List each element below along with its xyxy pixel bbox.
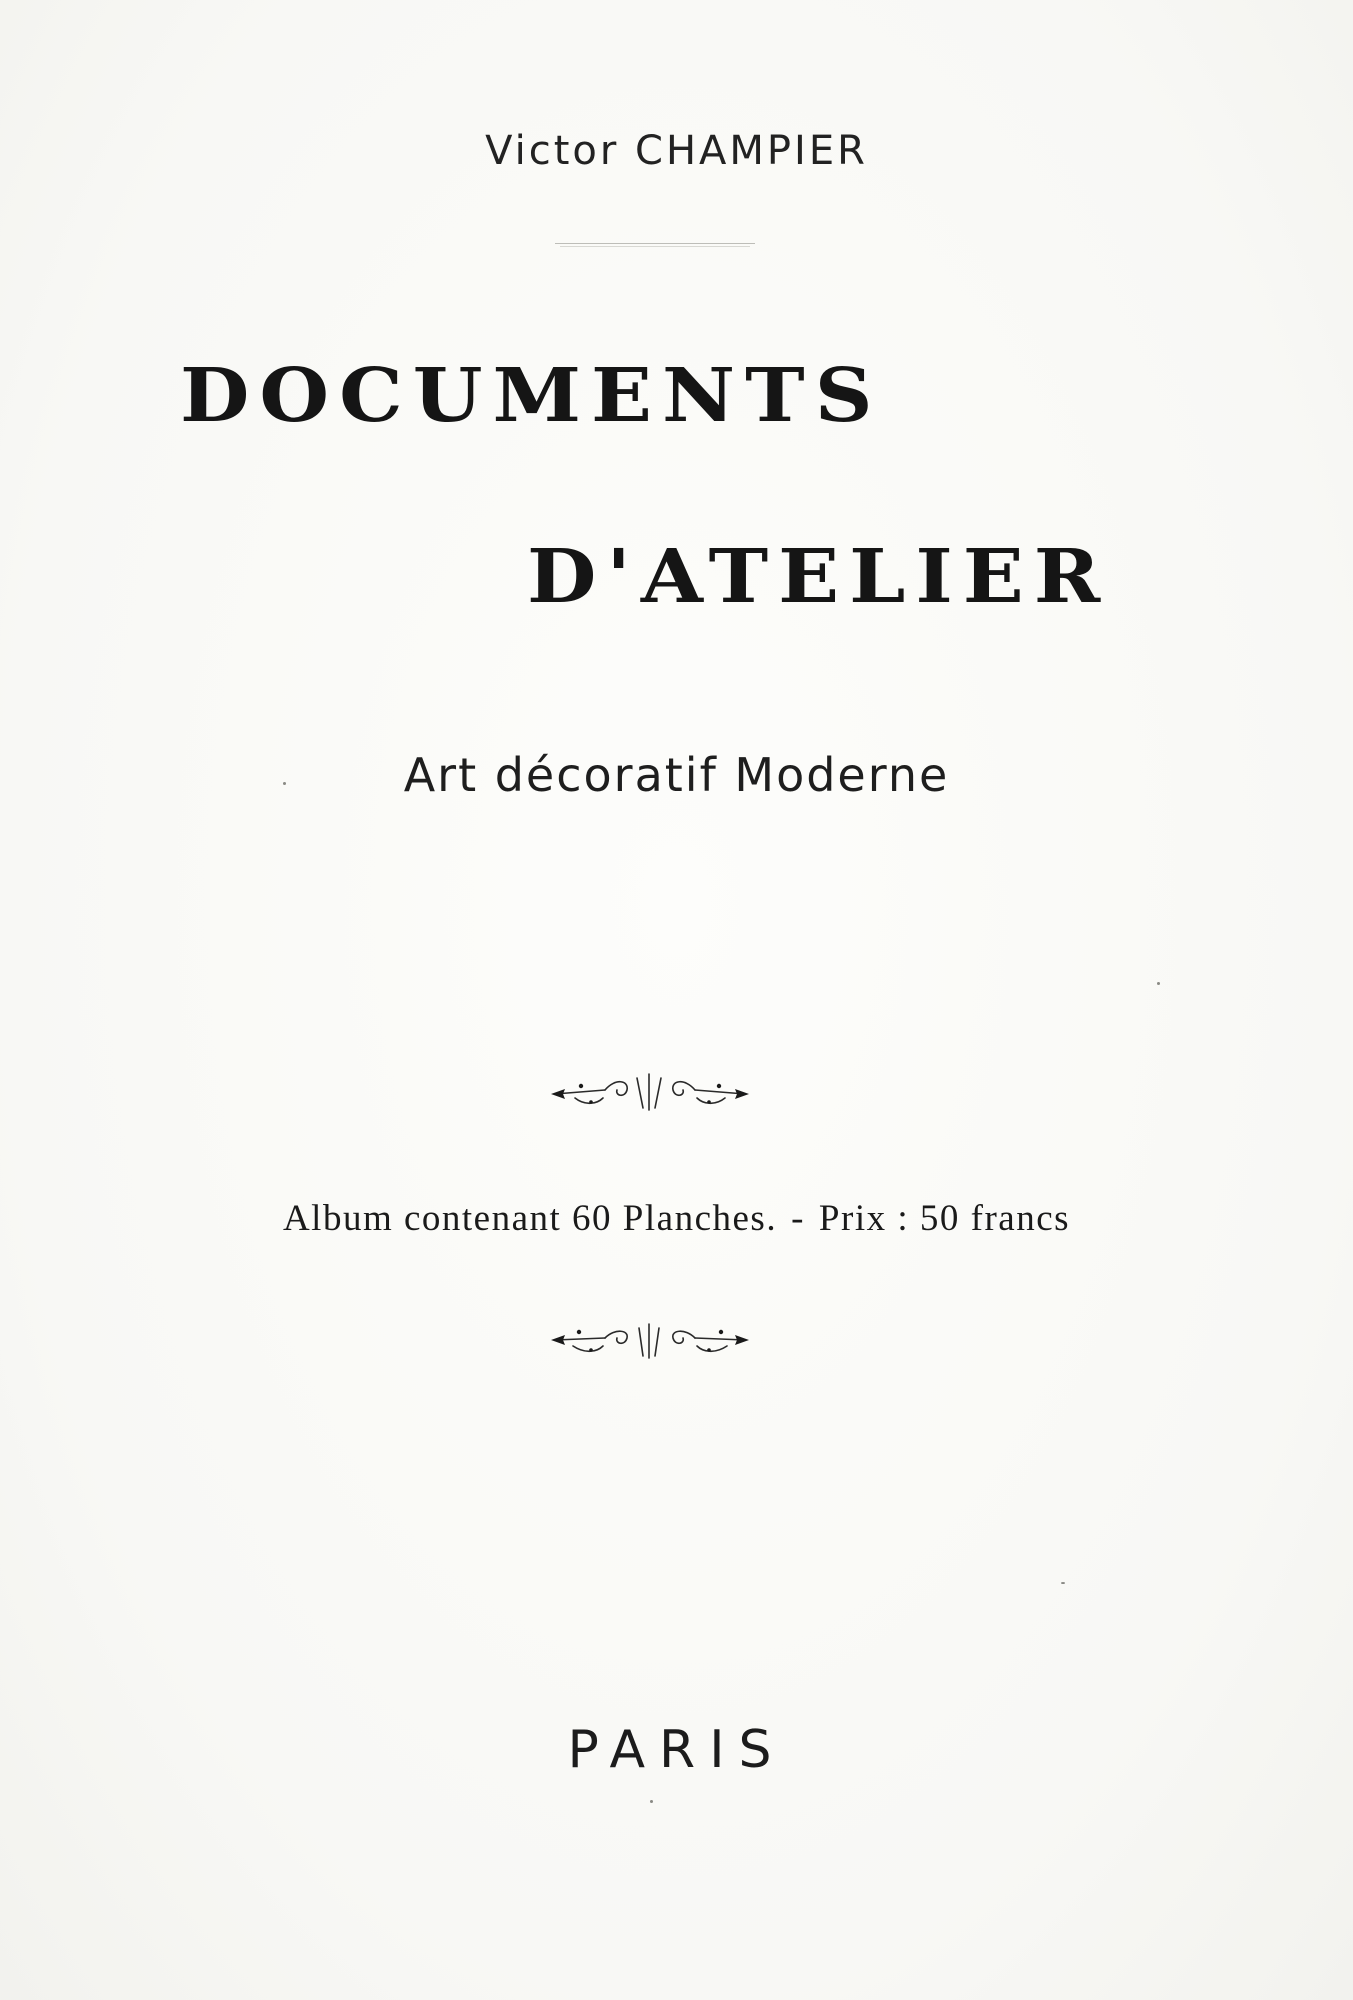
paper-speck [1061,1582,1065,1584]
divider-rule [555,243,755,244]
paper-speck [650,1800,653,1803]
bottom-ornament [545,1316,755,1366]
title-line-2: D'ATELIER [527,533,1111,620]
top-ornament [545,1068,755,1118]
album-description [0,1197,1353,1240]
divider-rule-shadow [560,246,750,247]
subtitle: Art décoratif Moderne [403,748,950,802]
album-contents: Album contenant 60 Planches. [282,1198,778,1239]
album-price: Prix : 50 francs [818,1198,1071,1239]
paper-speck [283,782,286,785]
publication-city: PARIS [567,1720,786,1780]
title-line-1: DOCUMENTS [180,352,883,439]
paper-speck [1157,982,1160,985]
separator-dash: - [791,1198,805,1239]
author-name: Victor CHAMPIER [485,128,868,174]
